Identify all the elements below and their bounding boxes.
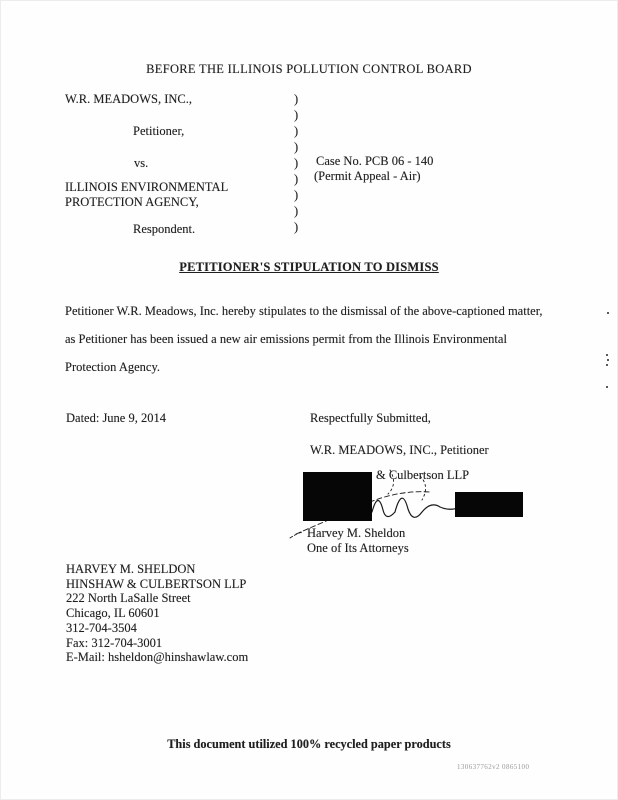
- caption-paren: ): [294, 140, 299, 154]
- redaction-box: [455, 492, 523, 517]
- caption-paren: ): [294, 188, 299, 202]
- caption-paren: ): [294, 124, 299, 138]
- phone-number: 312-704-3504: [66, 620, 137, 635]
- caption-paren: ): [294, 172, 299, 186]
- scan-artifact-dot: [607, 359, 609, 361]
- caption-paren-column: [294, 91, 298, 235]
- respondent-name-line1: ILLINOIS ENVIRONMENTAL: [65, 180, 229, 194]
- fax-number: Fax: 312-704-3001: [66, 635, 163, 650]
- signer-name: Harvey M. Sheldon: [307, 526, 406, 540]
- case-number: Case No. PCB 06 - 140: [316, 154, 434, 168]
- scan-artifact-dot: [607, 312, 609, 314]
- signer-title: One of Its Attorneys: [307, 541, 409, 555]
- caption-paren: ): [294, 92, 299, 106]
- versus-label: vs.: [134, 156, 149, 170]
- firm-partial-text: & Culbertson LLP: [376, 468, 470, 482]
- caption-paren: ): [294, 220, 299, 234]
- attorney-contact-block: [66, 562, 248, 665]
- firm-name: HINSHAW & CULBERTSON LLP: [66, 576, 247, 591]
- caption-paren: ): [294, 204, 299, 218]
- street-address: 222 North LaSalle Street: [66, 591, 191, 606]
- case-type: (Permit Appeal - Air): [314, 169, 421, 183]
- court-header: BEFORE THE ILLINOIS POLLUTION CONTROL BOARD: [146, 62, 472, 76]
- redaction-box: [303, 472, 372, 521]
- respondent-role: Respondent.: [133, 222, 196, 236]
- body-line-1: Petitioner W.R. Meadows, Inc. hereby stipulates to the dismissal of the above-captioned matter,: [65, 304, 543, 318]
- attorney-name: HARVEY M. SHELDON: [66, 562, 196, 576]
- caption-paren: ): [294, 156, 299, 170]
- respondent-name-line2: PROTECTION AGENCY,: [65, 195, 199, 209]
- company-line: W.R. MEADOWS, INC., Petitioner: [310, 443, 489, 457]
- document-title: PETITIONER'S STIPULATION TO DISMISS: [179, 260, 439, 274]
- body-line-2: as Petitioner has been issued a new air emissions permit from the Illinois Environmental: [65, 332, 507, 346]
- recycled-paper-note: This document utilized 100% recycled paper products: [167, 737, 451, 751]
- scan-artifact-dot: [606, 354, 608, 356]
- email-address: E-Mail: hsheldon@hinshawlaw.com: [66, 650, 249, 665]
- petitioner-name: W.R. MEADOWS, INC.,: [65, 92, 192, 106]
- dated-line: Dated: June 9, 2014: [66, 411, 166, 425]
- scan-artifact-dot: [606, 386, 608, 388]
- body-line-3: Protection Agency.: [65, 360, 161, 374]
- respectfully-submitted: Respectfully Submitted,: [310, 411, 431, 425]
- caption-paren: ): [294, 108, 299, 122]
- doc-control-number: 130637762v2 0865100: [457, 763, 530, 771]
- city-state-zip: Chicago, IL 60601: [66, 606, 160, 621]
- petitioner-role: Petitioner,: [133, 124, 185, 138]
- scan-artifact-dot: [606, 364, 608, 366]
